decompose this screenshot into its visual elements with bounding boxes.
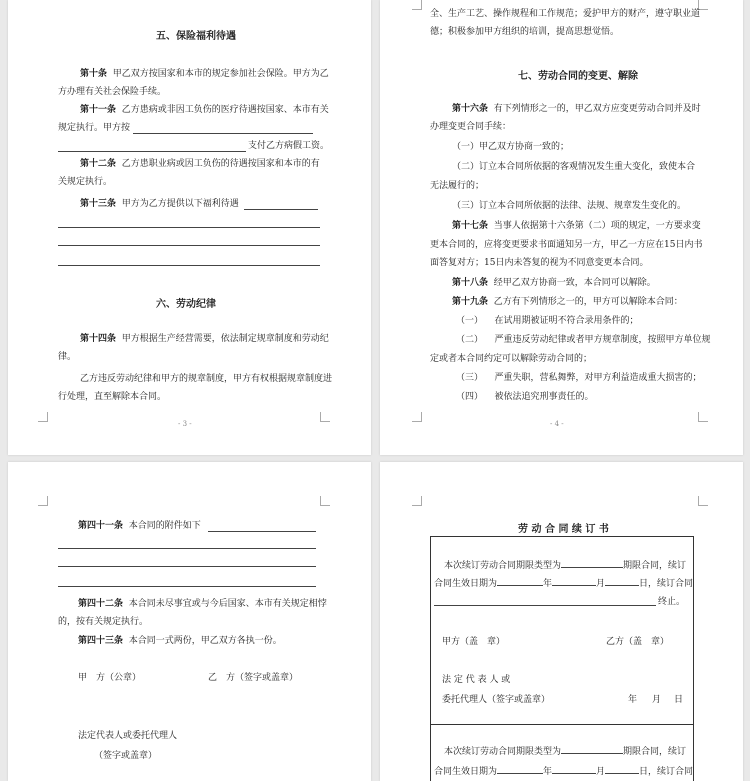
legal-representative: 法定代表人或委托代理人 [78,731,178,741]
article-43-line [78,635,282,647]
article-19-label: 第十九条 [452,297,489,307]
margin-mark [320,496,330,506]
blank-line [605,764,639,774]
party-b-signature: 乙 方（签字或盖章） [208,673,299,683]
article-13-text: 甲方为乙方提供以下福利待遇 [121,199,239,209]
article-10-label: 第十条 [80,69,108,79]
article-19-item-2 [456,334,710,346]
effective-date-label: 合同生效日期为 [434,767,498,777]
article-18-text: 经甲乙双方协商一致，本合同可以解除。 [493,278,656,288]
blank-line [58,265,320,266]
article-13-line-1 [80,198,239,210]
article-18-line [452,277,656,289]
page-number: - 4 - [550,420,564,428]
legal-rep-line-1: 法 定 代 表 人 或 [442,675,511,685]
blank-line [497,764,543,774]
article-13-label: 第十三条 [80,199,117,209]
article-43-text: 本合同一式两份，甲乙双方各执一份。 [128,636,282,646]
margin-mark [412,496,422,506]
article-16-item-2-cont: 无法履行的； [430,181,485,191]
article-12-label: 第十二条 [80,159,117,169]
party-b-seal: 乙方（盖 章） [606,637,670,647]
term-type-suffix: 期限合同，续订 [623,747,687,757]
renewal-1-line-2 [434,576,693,590]
blank-line [133,133,313,134]
article-42-line-2: 的，按有关规定执行。 [58,617,149,627]
party-a-seal: 甲方（盖 章） [442,637,506,647]
year-label: 年 [543,579,553,589]
article-14-line-1 [80,333,329,345]
article-10-line-2: 方办理有关社会保险手续。 [58,87,167,97]
item-text: 严重违反劳动纪律或者甲方规章制度，按照甲方单位规 [494,335,711,345]
section-title-insurance: 五、保险福利待遇 [156,31,236,42]
article-17-line-3: 面答复对方；15日内未答复的视为不同意变更本合同。 [430,258,649,268]
item-text: 在试用期被证明不符合录用条件的； [494,316,639,326]
blank-line [58,548,316,549]
article-42-line-1 [78,598,327,610]
item-number: （二） [456,335,484,345]
section-title-discipline: 六、劳动纪律 [156,299,216,310]
document-page-signature [8,462,371,781]
renewal-2-line-2 [434,764,693,778]
article-14-line-4: 行处理，直至解除本合同。 [58,392,167,402]
continuation-line-1: 全、生产工艺、操作规程和工作规范；爱护甲方的财产，遵守职业道 [430,9,701,19]
renewal-1-end: 终止。 [658,597,686,607]
article-17-line-2: 更本合同的，应将变更要求书面通知另一方，甲乙一方应在15日内书 [430,240,703,250]
blank-line [552,764,596,774]
article-19-item-4 [456,391,593,403]
article-19-item-2-cont: 定或者本合同约定可以解除劳动合同的； [430,354,593,364]
blank-line [244,209,318,210]
blank-line [58,151,246,152]
article-10-text: 甲乙双方按国家和本市的规定参加社会保险。甲方为乙 [112,69,329,79]
article-43-label: 第四十三条 [78,636,124,646]
blank-line [552,576,596,586]
section-title-change-termination: 七、劳动合同的变更、解除 [518,71,638,82]
date-day: 日 [674,695,684,705]
article-14-line-2: 律。 [58,352,77,362]
article-41-text: 本合同的附件如下 [128,521,201,531]
article-10-line-1 [80,68,329,80]
renewal-1-line-1 [444,558,686,572]
article-42-text: 本合同未尽事宜或与今后国家、本市有关规定相悖 [128,599,327,609]
article-12-line-2: 关规定执行。 [58,177,113,187]
year-label: 年 [543,767,553,777]
article-16-line-1 [452,103,701,115]
document-page-3 [8,0,371,455]
day-label: 日，续订合同 [639,579,694,589]
blank-line [561,558,623,568]
margin-mark [698,496,708,506]
article-11-line-3: 支付乙方病假工资。 [248,141,330,151]
signature-or-seal: （签字或盖章） [94,751,158,761]
article-19-item-3 [456,372,701,384]
effective-date-label: 合同生效日期为 [434,579,498,589]
blank-line [497,576,543,586]
article-12-line-1 [80,158,320,170]
margin-mark [38,412,48,422]
blank-line [434,605,656,606]
blank-line [605,576,639,586]
day-label: 日，续订合同 [639,767,694,777]
article-17-label: 第十七条 [452,221,489,231]
continuation-line-2: 德；积极参加甲方组织的培训，提高思想觉悟。 [430,27,620,37]
item-number: （三） [456,373,484,383]
margin-mark [698,412,708,422]
term-type-suffix: 期限合同，续订 [623,561,687,571]
article-16-item-2: （二）订立本合同所依据的客观情况发生重大变化，致使本合 [452,162,696,172]
article-17-text: 当事人依据第十六条第（二）项的规定，一方要求变 [493,221,701,231]
renewal-2-line-1 [444,744,686,758]
article-19-item-1 [456,315,638,327]
article-19-line [452,296,683,308]
blank-line [561,744,623,754]
margin-mark [412,0,422,10]
article-18-label: 第十八条 [452,278,489,288]
party-a-seal: 甲 方（公章） [78,673,142,683]
article-11-line-1 [80,104,329,116]
margin-mark [320,412,330,422]
item-number: （一） [456,316,484,326]
month-label: 月 [596,579,606,589]
article-16-item-1: （一）甲乙双方协商一致的； [452,142,570,152]
blank-line [208,531,316,532]
renewal-title: 劳 动 合 同 续 订 书 [518,524,609,535]
blank-line [58,227,320,228]
item-text: 严重失职，营私舞弊，对甲方利益造成重大损害的； [494,373,702,383]
month-label: 月 [596,767,606,777]
article-19-text: 乙方有下列情形之一的，甲方可以解除本合同： [493,297,683,307]
article-42-label: 第四十二条 [78,599,124,609]
article-16-item-3: （三）订立本合同所依据的法律、法规、规章发生变化的。 [452,201,687,211]
item-text: 被依法追究刑事责任的。 [494,392,594,402]
article-11-line-2: 规定执行。甲方按 [58,123,131,133]
blank-line [58,245,320,246]
table-divider [430,724,694,725]
article-16-text: 有下列情形之一的，甲乙双方应变更劳动合同并及时 [493,104,701,114]
article-41-line [78,520,201,532]
blank-line [58,566,316,567]
article-41-label: 第四十一条 [78,521,124,531]
date-month: 月 [652,695,662,705]
article-14-line-3: 乙方违反劳动纪律和甲方的规章制度，甲方有权根据规章制度进 [80,374,333,384]
term-type-label: 本次续订劳动合同期限类型为 [444,747,562,757]
article-16-line-2: 办理变更合同手续： [430,122,512,132]
item-number: （四） [456,392,484,402]
margin-mark [412,412,422,422]
term-type-label: 本次续订劳动合同期限类型为 [444,561,562,571]
article-16-label: 第十六条 [452,104,489,114]
article-11-text: 乙方患病或非因工负伤的医疗待遇按国家、本市有关 [121,105,329,115]
article-17-line-1 [452,220,701,232]
margin-mark [38,496,48,506]
legal-rep-line-2: 委托代理人（签字或盖章） [442,695,551,705]
blank-line [58,586,316,587]
article-14-text: 甲方根据生产经营需要，依法制定规章制度和劳动纪 [121,334,329,344]
date-year: 年 [628,695,638,705]
page-number: - 3 - [178,420,192,428]
document-page-renewal [380,462,743,781]
article-12-text: 乙方患职业病或因工负伤的待遇按国家和本市的有 [121,159,320,169]
document-page-4 [380,0,743,455]
article-14-label: 第十四条 [80,334,117,344]
article-11-label: 第十一条 [80,105,117,115]
